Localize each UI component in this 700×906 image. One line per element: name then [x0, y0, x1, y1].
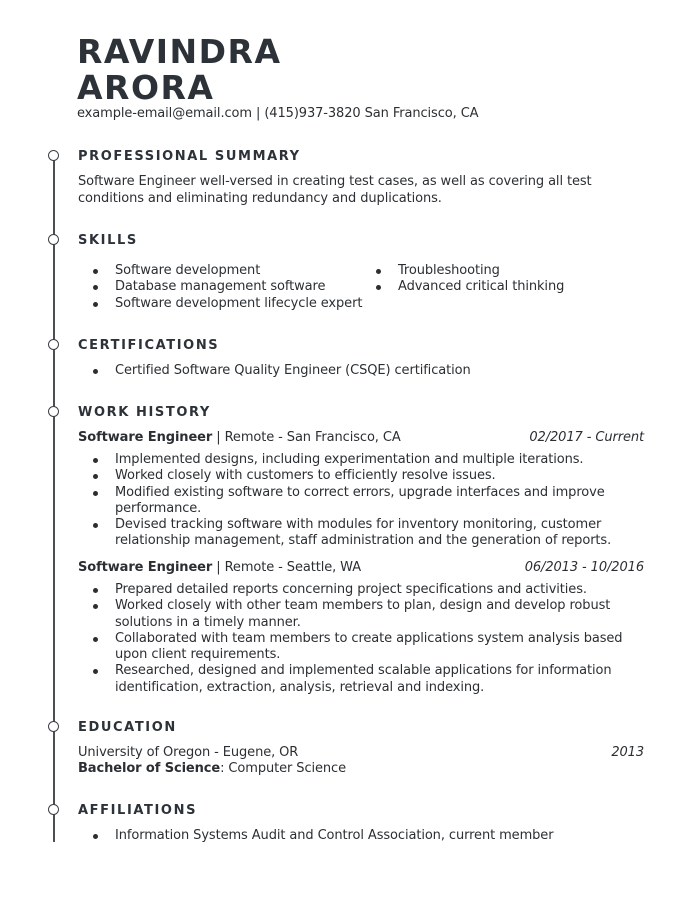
timeline-dot-icon — [48, 721, 59, 732]
section-title-summary: PROFESSIONAL SUMMARY — [78, 149, 301, 164]
job-bullet: Collaborated with team members to create applications system analysis based upon client requirements. — [93, 631, 623, 664]
job-role: Software Engineer — [78, 560, 213, 575]
timeline-dot-icon — [48, 150, 59, 161]
last-name: ARORA — [77, 68, 215, 107]
job-bullets — [93, 582, 623, 696]
job-dates: 06/2013 - 10/2016 — [524, 560, 644, 575]
skills-list-left — [93, 263, 373, 312]
graduation-year: 2013 — [611, 745, 644, 760]
phone: (415)937-3820 — [264, 106, 361, 121]
first-name: RAVINDRA — [77, 32, 282, 71]
degree: Bachelor of Science — [78, 761, 221, 776]
job-bullet: Worked closely with other team members to plan, design and develop robust solutions in a timely manner. — [93, 598, 623, 631]
timeline-dot-icon — [48, 406, 59, 417]
job-bullet: Prepared detailed reports concerning project specifications and activities. — [93, 582, 623, 598]
job-bullets — [93, 452, 623, 550]
skill-item: Software development — [93, 263, 373, 279]
job-bullet: Implemented designs, including experimentation and multiple iterations. — [93, 452, 623, 468]
job-location: Remote - Seattle, WA — [224, 560, 362, 575]
email: example-email@email.com — [77, 106, 252, 121]
section-title-certifications: CERTIFICATIONS — [78, 338, 220, 353]
skill-item: Troubleshooting — [376, 263, 636, 279]
field-of-study: : Computer Science — [220, 761, 346, 776]
job-role: Software Engineer — [78, 430, 213, 445]
job-location: Remote - San Francisco, CA — [224, 430, 401, 445]
certification-item: Certified Software Quality Engineer (CSQE) certification — [93, 363, 633, 379]
summary-text: Software Engineer well-versed in creating test cases, as well as covering all test conditions and eliminating redundancy and duplications. — [78, 174, 592, 206]
contact-line — [77, 106, 478, 121]
contact-separator: | — [256, 106, 261, 121]
job-header — [78, 560, 644, 575]
job-bullet: Devised tracking software with modules for inventory monitoring, customer relationship management, staff administration and the generation of reports. — [93, 517, 623, 550]
job-header — [78, 430, 644, 445]
section-title-work-history: WORK HISTORY — [78, 405, 211, 420]
job-separator: | — [216, 560, 221, 575]
timeline-dot-icon — [48, 339, 59, 350]
candidate-name — [77, 34, 282, 106]
section-title-skills: SKILLS — [78, 233, 138, 248]
job-bullet: Researched, designed and implemented scalable applications for information identification, extraction, analysis, retrieval and indexing. — [93, 663, 623, 696]
school: University of Oregon - Eugene, OR — [78, 745, 299, 760]
skill-item: Advanced critical thinking — [376, 279, 636, 295]
location: San Francisco, CA — [364, 106, 479, 121]
job-bullet: Modified existing software to correct errors, upgrade interfaces and improve performance. — [93, 485, 623, 518]
timeline-dot-icon — [48, 804, 59, 815]
section-title-education: EDUCATION — [78, 720, 177, 735]
affiliations-list — [93, 828, 633, 844]
skills-list-right — [376, 263, 636, 296]
job-dates: 02/2017 - Current — [529, 430, 644, 445]
timeline-dot-icon — [48, 234, 59, 245]
section-title-affiliations: AFFILIATIONS — [78, 803, 198, 818]
certifications-list — [93, 363, 633, 379]
job-bullet: Worked closely with customers to efficiently resolve issues. — [93, 468, 623, 484]
education-header — [78, 745, 644, 760]
degree-wrap — [78, 761, 346, 776]
degree-line — [78, 761, 644, 776]
affiliation-item: Information Systems Audit and Control Association, current member — [93, 828, 633, 844]
skill-item: Software development lifecycle expert — [93, 296, 373, 312]
job-title-line — [78, 430, 401, 445]
job-title-line — [78, 560, 361, 575]
job-separator: | — [216, 430, 221, 445]
timeline-line — [53, 160, 55, 842]
skill-item: Database management software — [93, 279, 373, 295]
